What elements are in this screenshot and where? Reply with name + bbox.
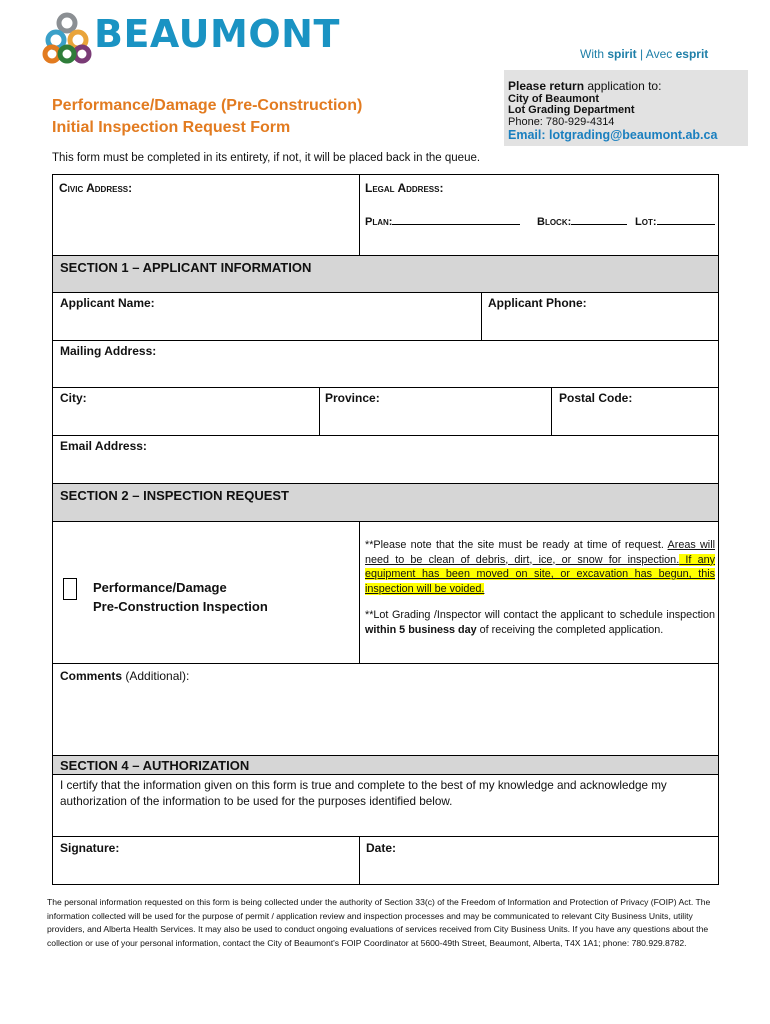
city-row (52, 388, 719, 436)
contact-note: **Lot Grading /Inspector will contact the applicant to schedule inspection within 5 business day of receiving the completed application. (365, 609, 715, 636)
site-ready-note: **Please note that the site must be ready at time of request. Areas will need to be clean of debris, dirt, ice, or snow for inspection. If any equipment has been moved on site, or excavation has begun, this inspection will be voided. (365, 539, 715, 595)
mailing-address-field[interactable]: Mailing Address: (60, 344, 157, 358)
beaumont-knot-icon (40, 10, 94, 64)
legal-address-label: Legal Address: (365, 181, 444, 195)
logo-wordmark: BEAUMONT (94, 12, 340, 56)
tagline: With spirit | Avec esprit (580, 47, 709, 61)
section2-header: SECTION 2 – INSPECTION REQUEST (52, 484, 719, 522)
inspection-type-checkbox[interactable] (63, 578, 77, 600)
applicant-phone-field[interactable]: Applicant Phone: (488, 296, 587, 310)
please-return-label: Please return (508, 79, 585, 93)
return-instructions-box (504, 70, 748, 146)
address-row (52, 174, 719, 256)
comments-row[interactable] (52, 664, 719, 756)
province-field[interactable]: Province: (325, 391, 380, 405)
date-field[interactable]: Date: (366, 841, 397, 855)
mailing-row (52, 341, 719, 388)
return-phone: Phone: 780-929-4314 (508, 116, 615, 128)
privacy-notice: The personal information requested on this form is being collected under the authority of Section 33(c) of the Freedom of Information and Protection of Privacy (FOIP) Act. The information collected will be used for the purpose of permit / application review and inspection processes and may be communicated to relevant City Business Units, utility providers, and Alberta Health Services. It may also be used to conduct ongoing evaluations of services received from City Business Units. If you have any questions about the collection or use of your personal information, contact the City of Beaumont's FOIP Coordinator at 5600-49th Street, Beaumont, Alberta, T4X 1A1; phone: 780.929.8782. (47, 897, 711, 949)
email-address-field[interactable]: Email Address: (60, 439, 147, 453)
signature-row (52, 837, 719, 885)
return-department: Lot Grading Department (508, 104, 635, 116)
intro-instruction: This form must be completed in its entirety, if not, it will be placed back in the queue. (52, 152, 481, 164)
application-to-label: application to: (584, 79, 662, 93)
postal-code-field[interactable]: Postal Code: (559, 391, 633, 405)
plan-field[interactable]: Plan: (365, 215, 520, 228)
return-city: City of Beaumont (508, 93, 600, 105)
block-field[interactable]: Block: (537, 215, 627, 228)
civic-address-label: Civic Address: (59, 181, 133, 195)
section4-header: SECTION 4 – AUTHORIZATION (52, 756, 719, 775)
city-field[interactable]: City: (60, 391, 87, 405)
section1-header: SECTION 1 – APPLICANT INFORMATION (52, 256, 719, 293)
return-email-link[interactable]: Email: lotgrading@beaumont.ab.ca (508, 128, 718, 142)
certification-row (52, 775, 719, 837)
email-row (52, 436, 719, 484)
certification-text: I certify that the information given on this form is true and complete to the best of my knowledge and acknowledge my authorization of the information to be used for the purposes identified below. (60, 779, 667, 808)
applicant-row (52, 293, 719, 341)
inspection-request-row (52, 522, 719, 664)
form-title: Performance/Damage (Pre-Construction) Initial Inspection Request Form (52, 97, 363, 136)
inspection-type-label: Performance/Damage Pre-Construction Inspection (93, 580, 268, 614)
comments-label: Comments (Additional): (60, 669, 190, 683)
applicant-name-field[interactable]: Applicant Name: (60, 296, 155, 310)
signature-field[interactable]: Signature: (60, 841, 120, 855)
lot-field[interactable]: Lot: (635, 215, 715, 228)
